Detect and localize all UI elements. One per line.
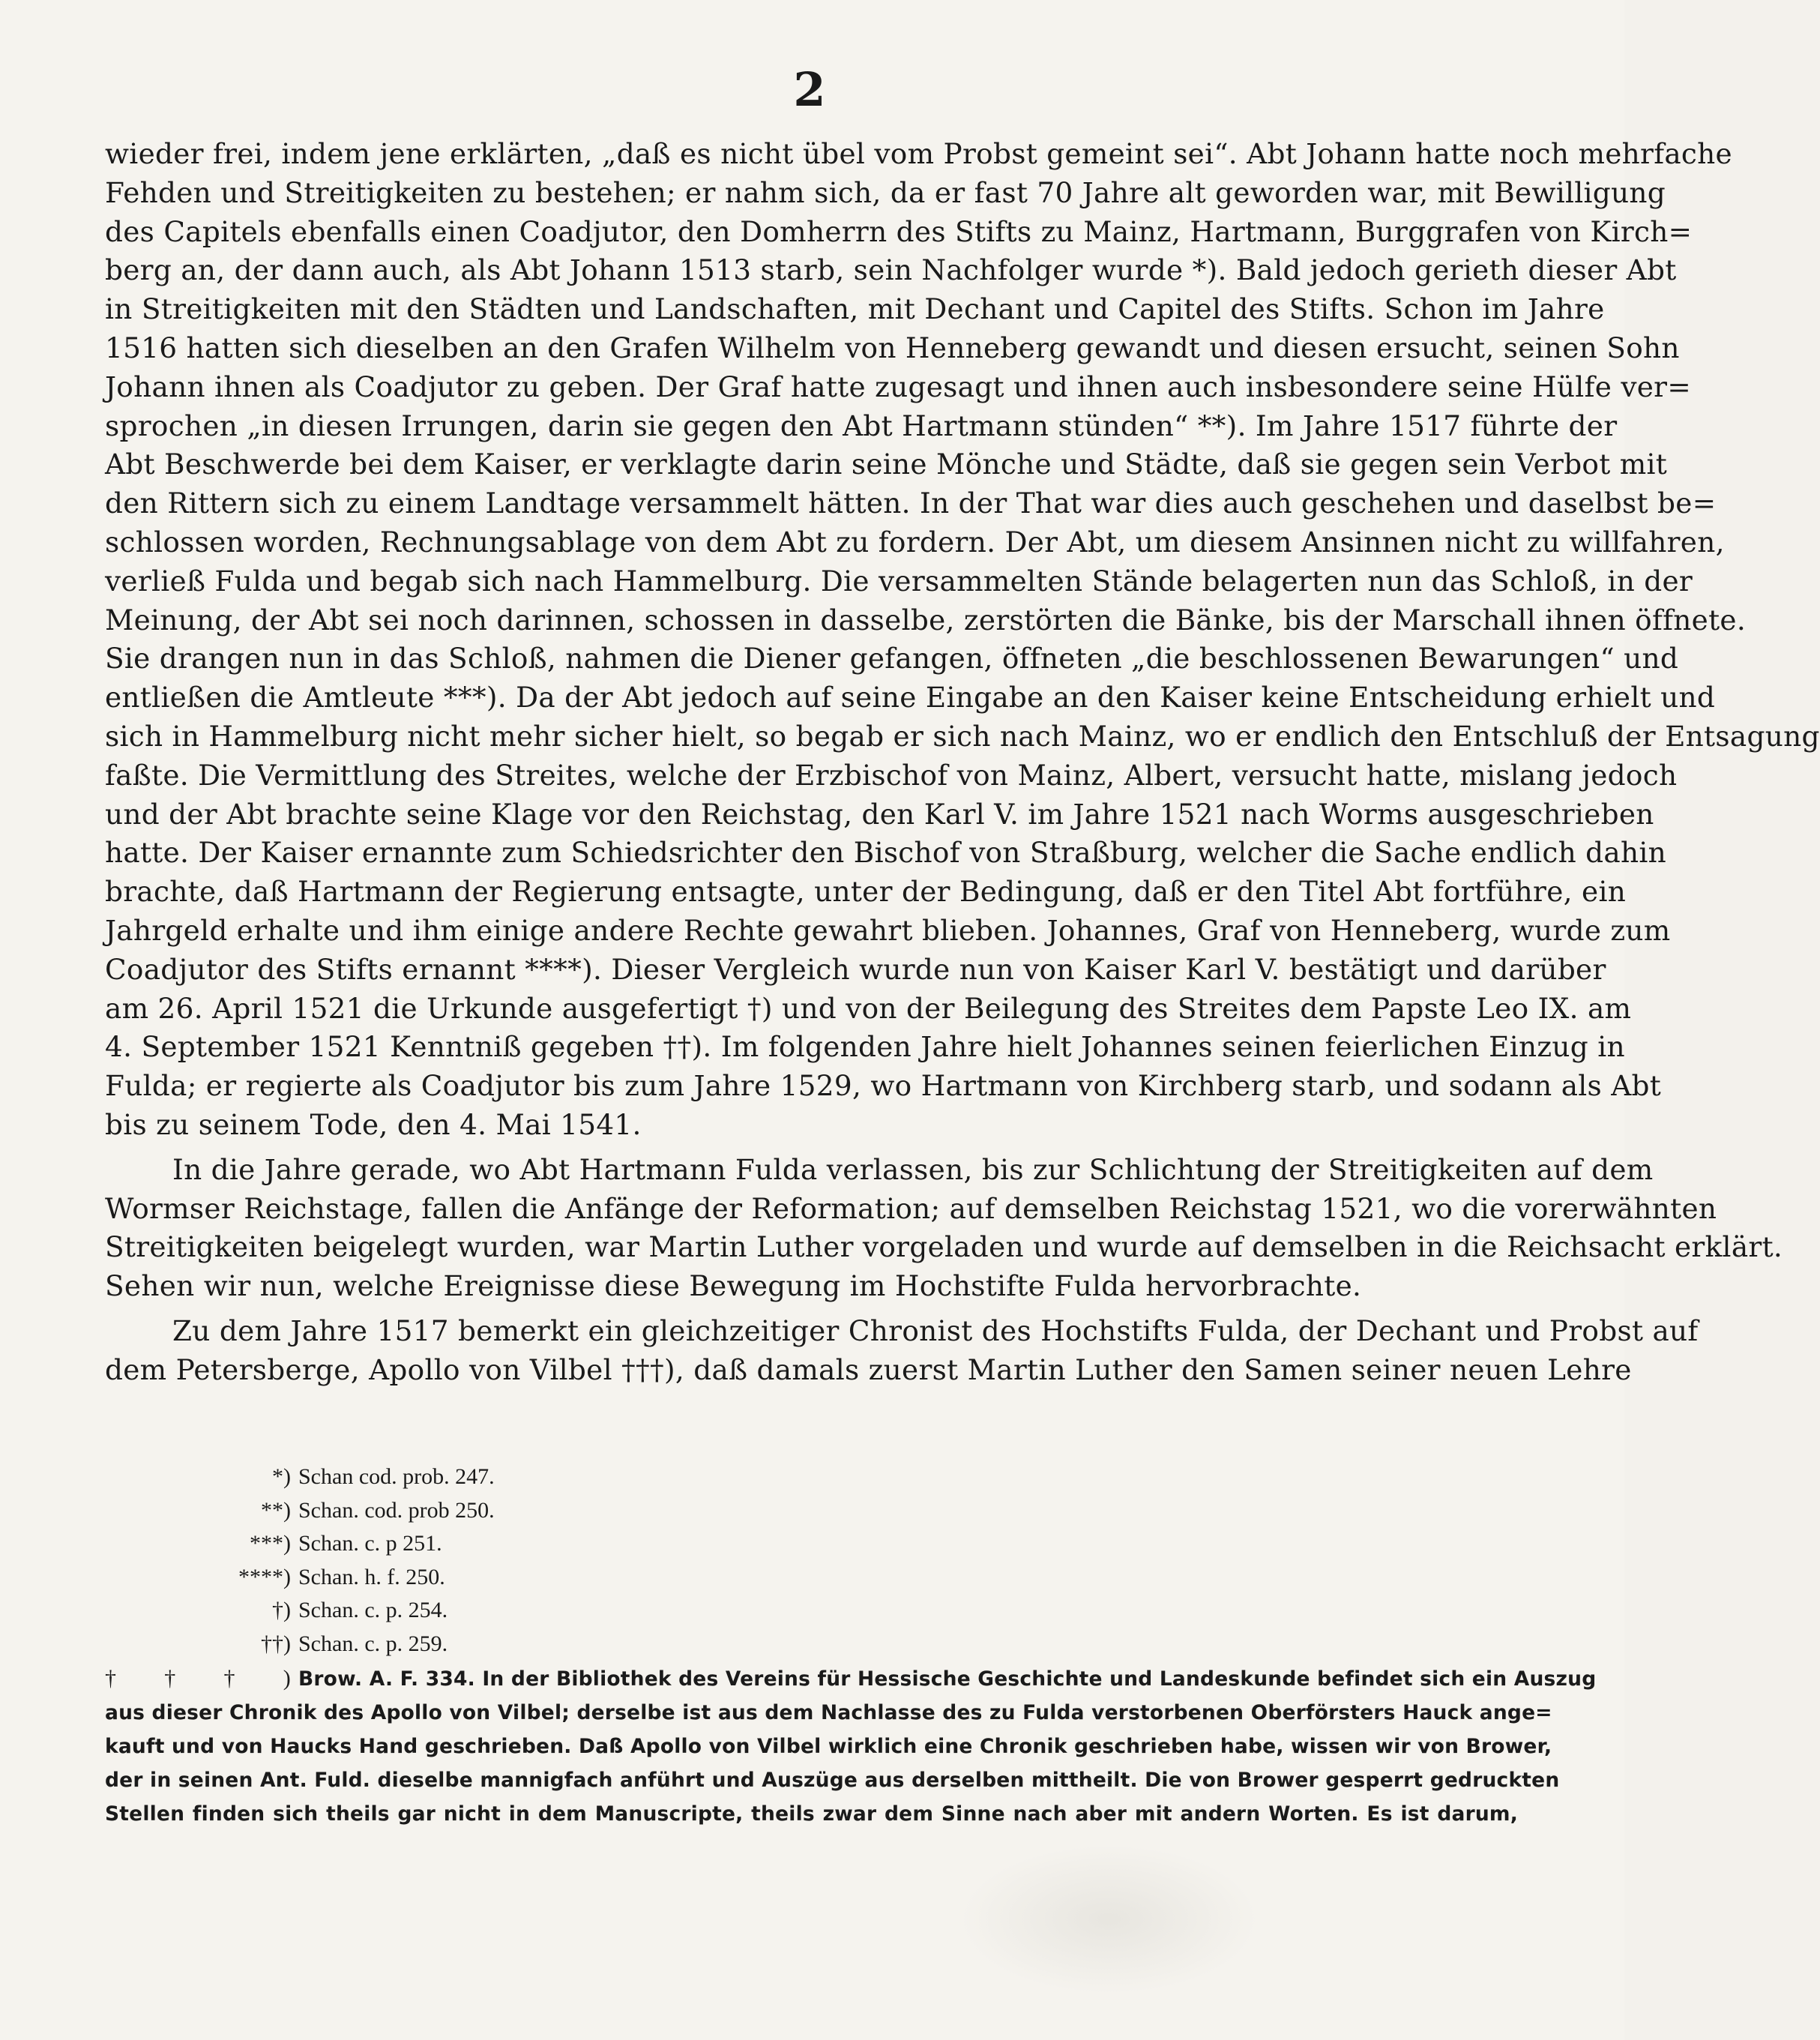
- text-line: dem Petersberge, Apollo von Vilbel †††), daß damals zuerst Martin Luther den Samen seiner neuen Lehre: [105, 1353, 1632, 1386]
- footnote: [105, 1628, 1518, 1661]
- text-line: wieder frei, indem jene erklärten, „daß es nicht übel vom Probst gemeint sei“. Abt Johann hatte noch mehrfache: [105, 137, 1732, 170]
- footnote-text: Brow. A. F. 334. In der Bibliothek des Vereins für Hessische Geschichte und Landeskunde befindet sich ein Auszug: [298, 1667, 1597, 1691]
- footnote-mark: †): [272, 1598, 291, 1623]
- footnote-mark: ††): [261, 1631, 291, 1656]
- text-line: schlossen worden, Rechnungsablage von dem Abt zu fordern. Der Abt, um diesem Ansinnen nicht zu willfahren,: [105, 525, 1725, 559]
- text-line: und der Abt brachte seine Klage vor den Reichstag, den Karl V. im Jahre 1521 nach Worms ausgeschrieben: [105, 797, 1654, 831]
- text-line: In die Jahre gerade, wo Abt Hartmann Fulda verlassen, bis zur Schlichtung der Streitigkeiten auf dem: [172, 1152, 1654, 1186]
- paragraph: [105, 1312, 1699, 1390]
- text-line: 1516 hatten sich dieselben an den Grafen Wilhelm von Henneberg gewandt und diesen ersucht, seinen Sohn: [105, 331, 1680, 364]
- text-line: brachte, daß Hartmann der Regierung entsagte, unter der Bedingung, daß er den Titel Abt fortführe, ein: [105, 875, 1627, 909]
- footnote-line: [105, 1661, 1597, 1696]
- paragraph: [105, 1151, 1783, 1306]
- text-line: den Rittern sich zu einem Landtage versammelt hätten. In der That war dies auch geschehen und daselbst be=: [105, 487, 1717, 520]
- text-line: Sie drangen nun in das Schloß, nahmen die Diener gefangen, öffneten „die beschlossenen Bewarungen“ und: [105, 642, 1679, 676]
- text-line: in Streitigkeiten mit den Städten und Landschaften, mit Dechant und Capitel des Stifts. Schon im Jahre: [105, 292, 1605, 326]
- text-line: Sehen wir nun, welche Ereignisse diese Bewegung im Hochstifte Fulda hervorbrachte.: [105, 1269, 1362, 1303]
- text-line: Johann ihnen als Coadjutor zu geben. Der Graf hatte zugesagt und ihnen auch insbesondere seine Hülfe ver=: [105, 370, 1691, 403]
- footnote-text: Schan. c. p. 259.: [298, 1631, 448, 1656]
- text-line: sich in Hammelburg nicht mehr sicher hielt, so begab er sich nach Mainz, wo er endlich den Entschluß der Entsagung: [105, 719, 1820, 753]
- footnote-mark: ***): [250, 1531, 291, 1556]
- text-line: Abt Beschwerde bei dem Kaiser, er verklagte darin seine Mönche und Städte, daß sie gegen sein Verbot mit: [105, 448, 1668, 481]
- footnote-text: Schan. cod. prob 250.: [298, 1497, 495, 1523]
- footnote: [105, 1527, 1518, 1561]
- text-line: am 26. April 1521 die Urkunde ausgefertigt †) und von der Beilegung des Streites dem Papste Leo IX. am: [105, 991, 1632, 1025]
- text-line: Coadjutor des Stifts ernannt ****). Dieser Vergleich wurde nun von Kaiser Karl V. bestätigt und darüber: [105, 952, 1606, 986]
- text-line: berg an, der dann auch, als Abt Johann 1513 starb, sein Nachfolger wurde *). Bald jedoch gerieth dieser Abt: [105, 253, 1677, 287]
- paper-smudge: [959, 1844, 1259, 1994]
- footnote: [105, 1594, 1518, 1628]
- footnotes: [105, 1460, 1597, 1832]
- text-line: entließen die Amtleute ***). Da der Abt jedoch auf seine Eingabe an den Kaiser keine Entscheidung erhielt und: [105, 681, 1716, 714]
- page-number: 2: [793, 62, 826, 117]
- text-line: Streitigkeiten beigelegt wurden, war Martin Luther vorgeladen und wurde auf demselben in die Reichsacht erklärt.: [105, 1230, 1783, 1264]
- footnote-line: Stellen finden sich theils gar nicht in dem Manuscripte, theils zwar dem Sinne nach aber mit andern Worten. Es ist darum,: [105, 1802, 1518, 1826]
- footnote: [105, 1561, 1518, 1595]
- text-line: 4. September 1521 Kenntniß gegeben ††). Im folgenden Jahre hielt Johannes seinen feierlichen Einzug in: [105, 1030, 1625, 1064]
- footnote-mark: *): [272, 1464, 291, 1489]
- footnote-mark: †††): [105, 1665, 291, 1691]
- text-line: Fehden und Streitigkeiten zu bestehen; er nahm sich, da er fast 70 Jahre alt geworden war, mit Bewilligung: [105, 175, 1666, 209]
- footnote-text: Schan. c. p. 254.: [298, 1598, 448, 1623]
- text-line: Zu dem Jahre 1517 bemerkt ein gleichzeitiger Chronist des Hochstifts Fulda, der Dechant und Probst auf: [172, 1314, 1699, 1347]
- footnote-text: Schan. c. p 251.: [298, 1531, 442, 1556]
- body-text: [105, 135, 1820, 1390]
- footnote: [105, 1460, 1518, 1494]
- footnote: [105, 1494, 1518, 1528]
- text-line: hatte. Der Kaiser ernannte zum Schiedsrichter den Bischof von Straßburg, welcher die Sache endlich dahin: [105, 836, 1667, 870]
- text-line: Meinung, der Abt sei noch darinnen, schossen in dasselbe, zerstörten die Bänke, bis der Marschall ihnen öffnete.: [105, 603, 1747, 637]
- text-line: Wormser Reichstage, fallen die Anfänge der Reformation; auf demselben Reichstag 1521, wo die vorerwähnten: [105, 1191, 1717, 1225]
- footnote-mark: ****): [238, 1564, 291, 1589]
- text-line: verließ Fulda und begab sich nach Hammelburg. Die versammelten Stände belagerten nun das Schloß, in der: [105, 564, 1693, 598]
- text-line: faßte. Die Vermittlung des Streites, welche der Erzbischof von Mainz, Albert, versucht hatte, mislang jedoch: [105, 758, 1678, 792]
- footnote-line: kauft und von Haucks Hand geschrieben. Daß Apollo von Vilbel wirklich eine Chronik geschrieben habe, wissen wir von Brower,: [105, 1734, 1552, 1758]
- footnote-line: aus dieser Chronik des Apollo von Vilbel; derselbe ist aus dem Nachlasse des zu Fulda verstorbenen Oberförsters Hauck ange=: [105, 1700, 1552, 1724]
- paragraph: [105, 135, 1820, 1145]
- text-line: sprochen „in diesen Irrungen, darin sie gegen den Abt Hartmann stünden“ **). Im Jahre 1517 führte der: [105, 409, 1618, 442]
- footnote-text: Schan. h. f. 250.: [298, 1564, 445, 1589]
- text-line: des Capitels ebenfalls einen Coadjutor, den Domherrn des Stifts zu Mainz, Hartmann, Burggrafen von Kirch=: [105, 214, 1693, 248]
- text-line: Fulda; er regierte als Coadjutor bis zum Jahre 1529, wo Hartmann von Kirchberg starb, und sodann als Abt: [105, 1069, 1662, 1103]
- text-line: bis zu seinem Tode, den 4. Mai 1541.: [105, 1107, 642, 1141]
- footnote-long: [105, 1661, 1597, 1832]
- footnote-line: der in seinen Ant. Fuld. dieselbe mannigfach anführt und Auszüge aus derselben mittheilt. Die von Brower gesperrt gedruckten: [105, 1769, 1560, 1793]
- text-line: Jahrgeld erhalte und ihm einige andere Rechte gewahrt blieben. Johannes, Graf von Henneberg, wurde zum: [105, 913, 1671, 947]
- footnote-mark: **): [261, 1497, 291, 1523]
- footnote-text: Schan cod. prob. 247.: [298, 1464, 495, 1489]
